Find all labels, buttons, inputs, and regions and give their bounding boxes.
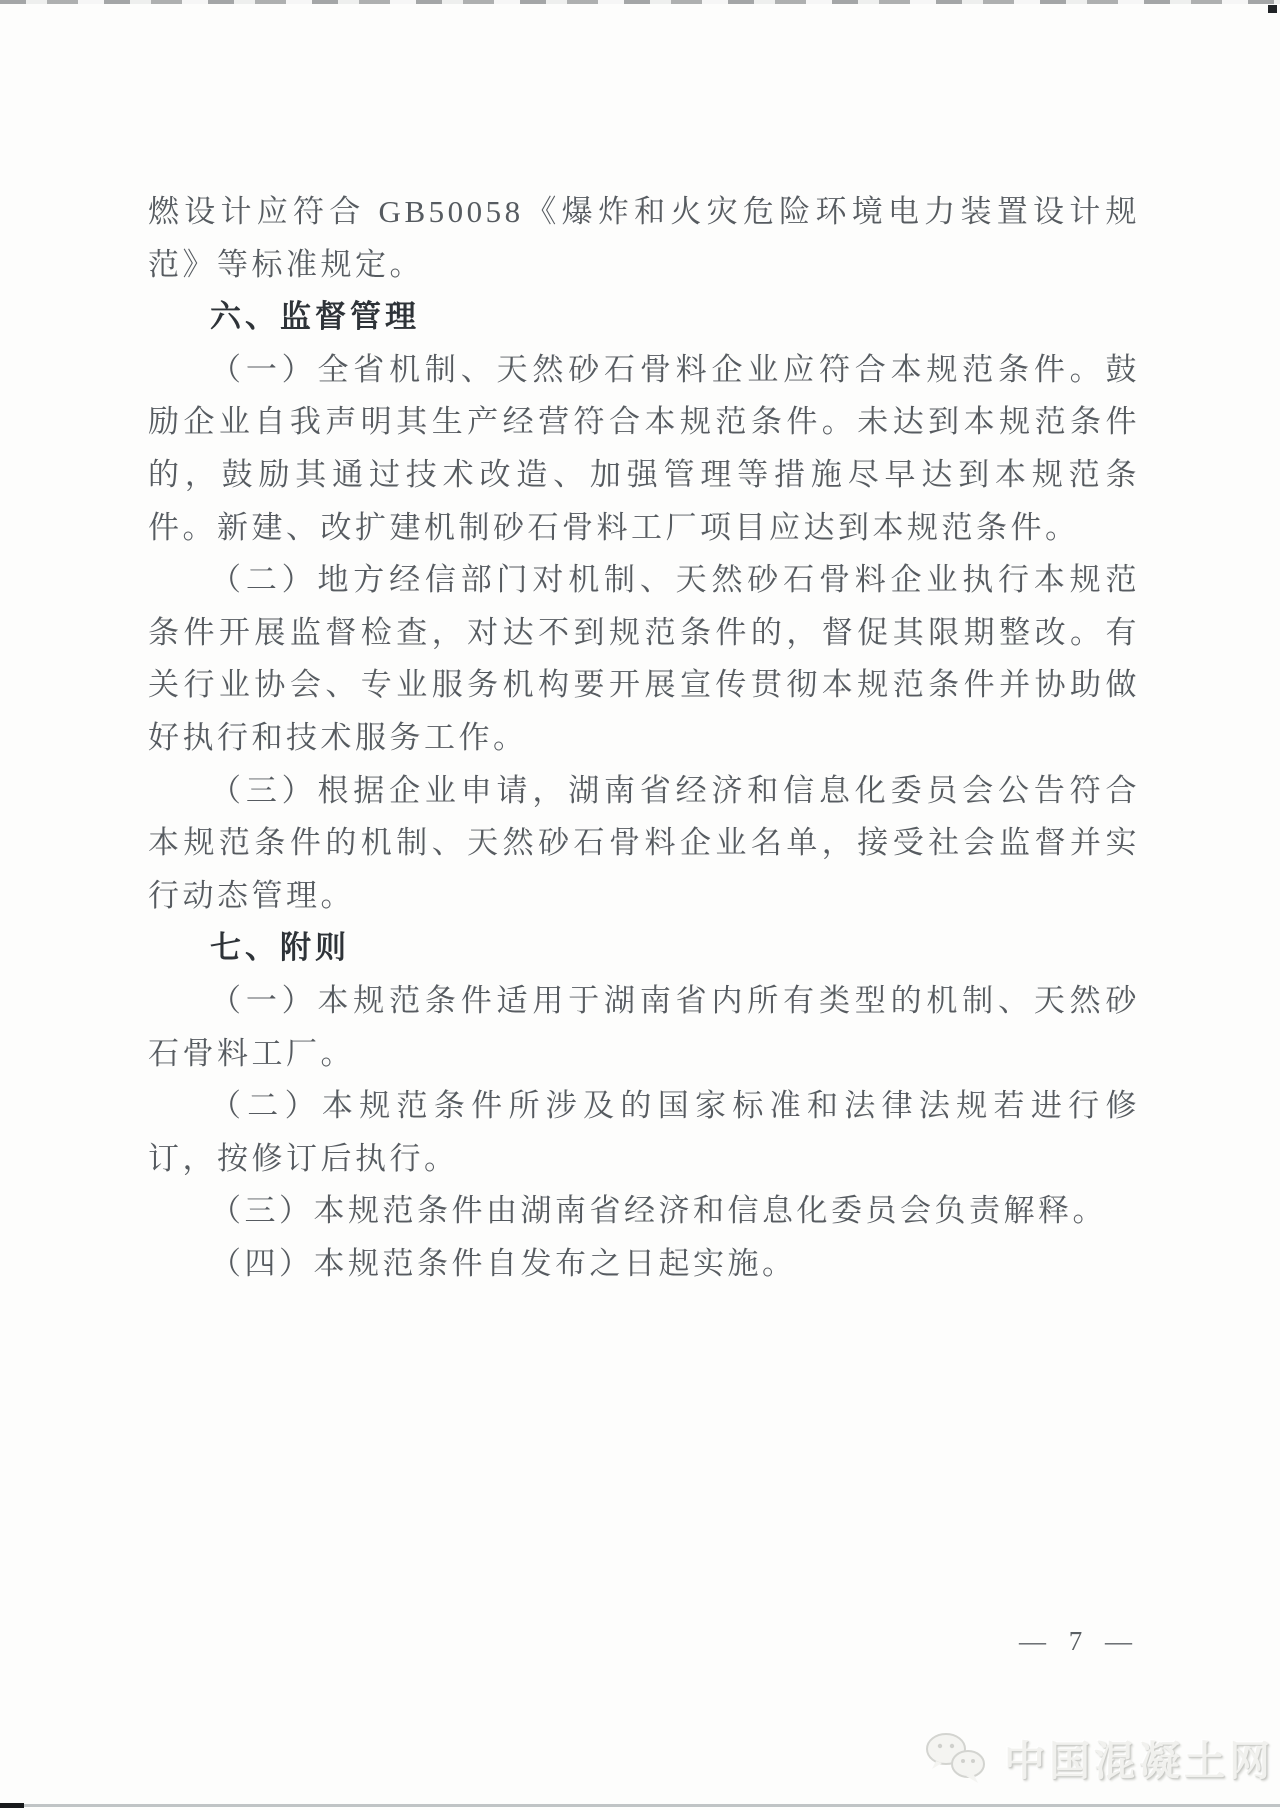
document-body (148, 186, 1140, 1290)
paragraph-continued-standard-reference: 燃设计应符合 GB50058《爆炸和火灾危险环境电力装置设计规范》等标准规定。 (148, 194, 1140, 282)
section-heading-supervision: 六、监督管理 (210, 299, 420, 335)
scan-artifact-corner-dot (1268, 5, 1277, 13)
paragraph-supplementary-item-1: （一）本规范条件适用于湖南省内所有类型的机制、天然砂石骨料工厂。 (148, 982, 1140, 1071)
paragraph-supplementary-item-4: （四）本规范条件自发布之日起实施。 (210, 1245, 797, 1281)
page-number: — 7 — (1019, 1626, 1140, 1656)
paragraph-supervision-item-2: （二）地方经信部门对机制、天然砂石骨料企业执行本规范条件开展监督检查，对达不到规范条件的，督促其限期整改。有关行业协会、专业服务机构要开展宣传贯彻本规范条件并协助做好执行和技术服务工作。 (148, 562, 1140, 755)
paragraph-supplementary-item-2: （二）本规范条件所涉及的国家标准和法律法规若进行修订，按修订后执行。 (148, 1088, 1140, 1176)
watermark-label: 中国混凝土网 (1004, 1738, 1274, 1784)
paragraph-supervision-item-3: （三）根据企业申请，湖南省经济和信息化委员会公告符合本规范条件的机制、天然砂石骨料企业名单，接受社会监督并实行动态管理。 (148, 772, 1140, 913)
watermark (922, 1728, 1274, 1787)
scan-artifact-top-edge (0, 0, 1280, 4)
paragraph-supplementary-item-3: （三）本规范条件由湖南省经济和信息化委员会负责解释。 (210, 1193, 1107, 1229)
paragraph-supervision-item-1: （一）全省机制、天然砂石骨料企业应符合本规范条件。鼓励企业自我声明其生产经营符合本规范条件。未达到本规范条件的，鼓励其通过技术改造、加强管理等措施尽早达到本规范条件。新建、改扩建机制砂石骨料工厂项目应达到本规范条件。 (148, 351, 1140, 545)
scan-artifact-bottom-line (0, 1804, 1280, 1807)
wechat-icon (922, 1729, 994, 1787)
section-heading-supplementary: 七、附则 (210, 930, 350, 966)
